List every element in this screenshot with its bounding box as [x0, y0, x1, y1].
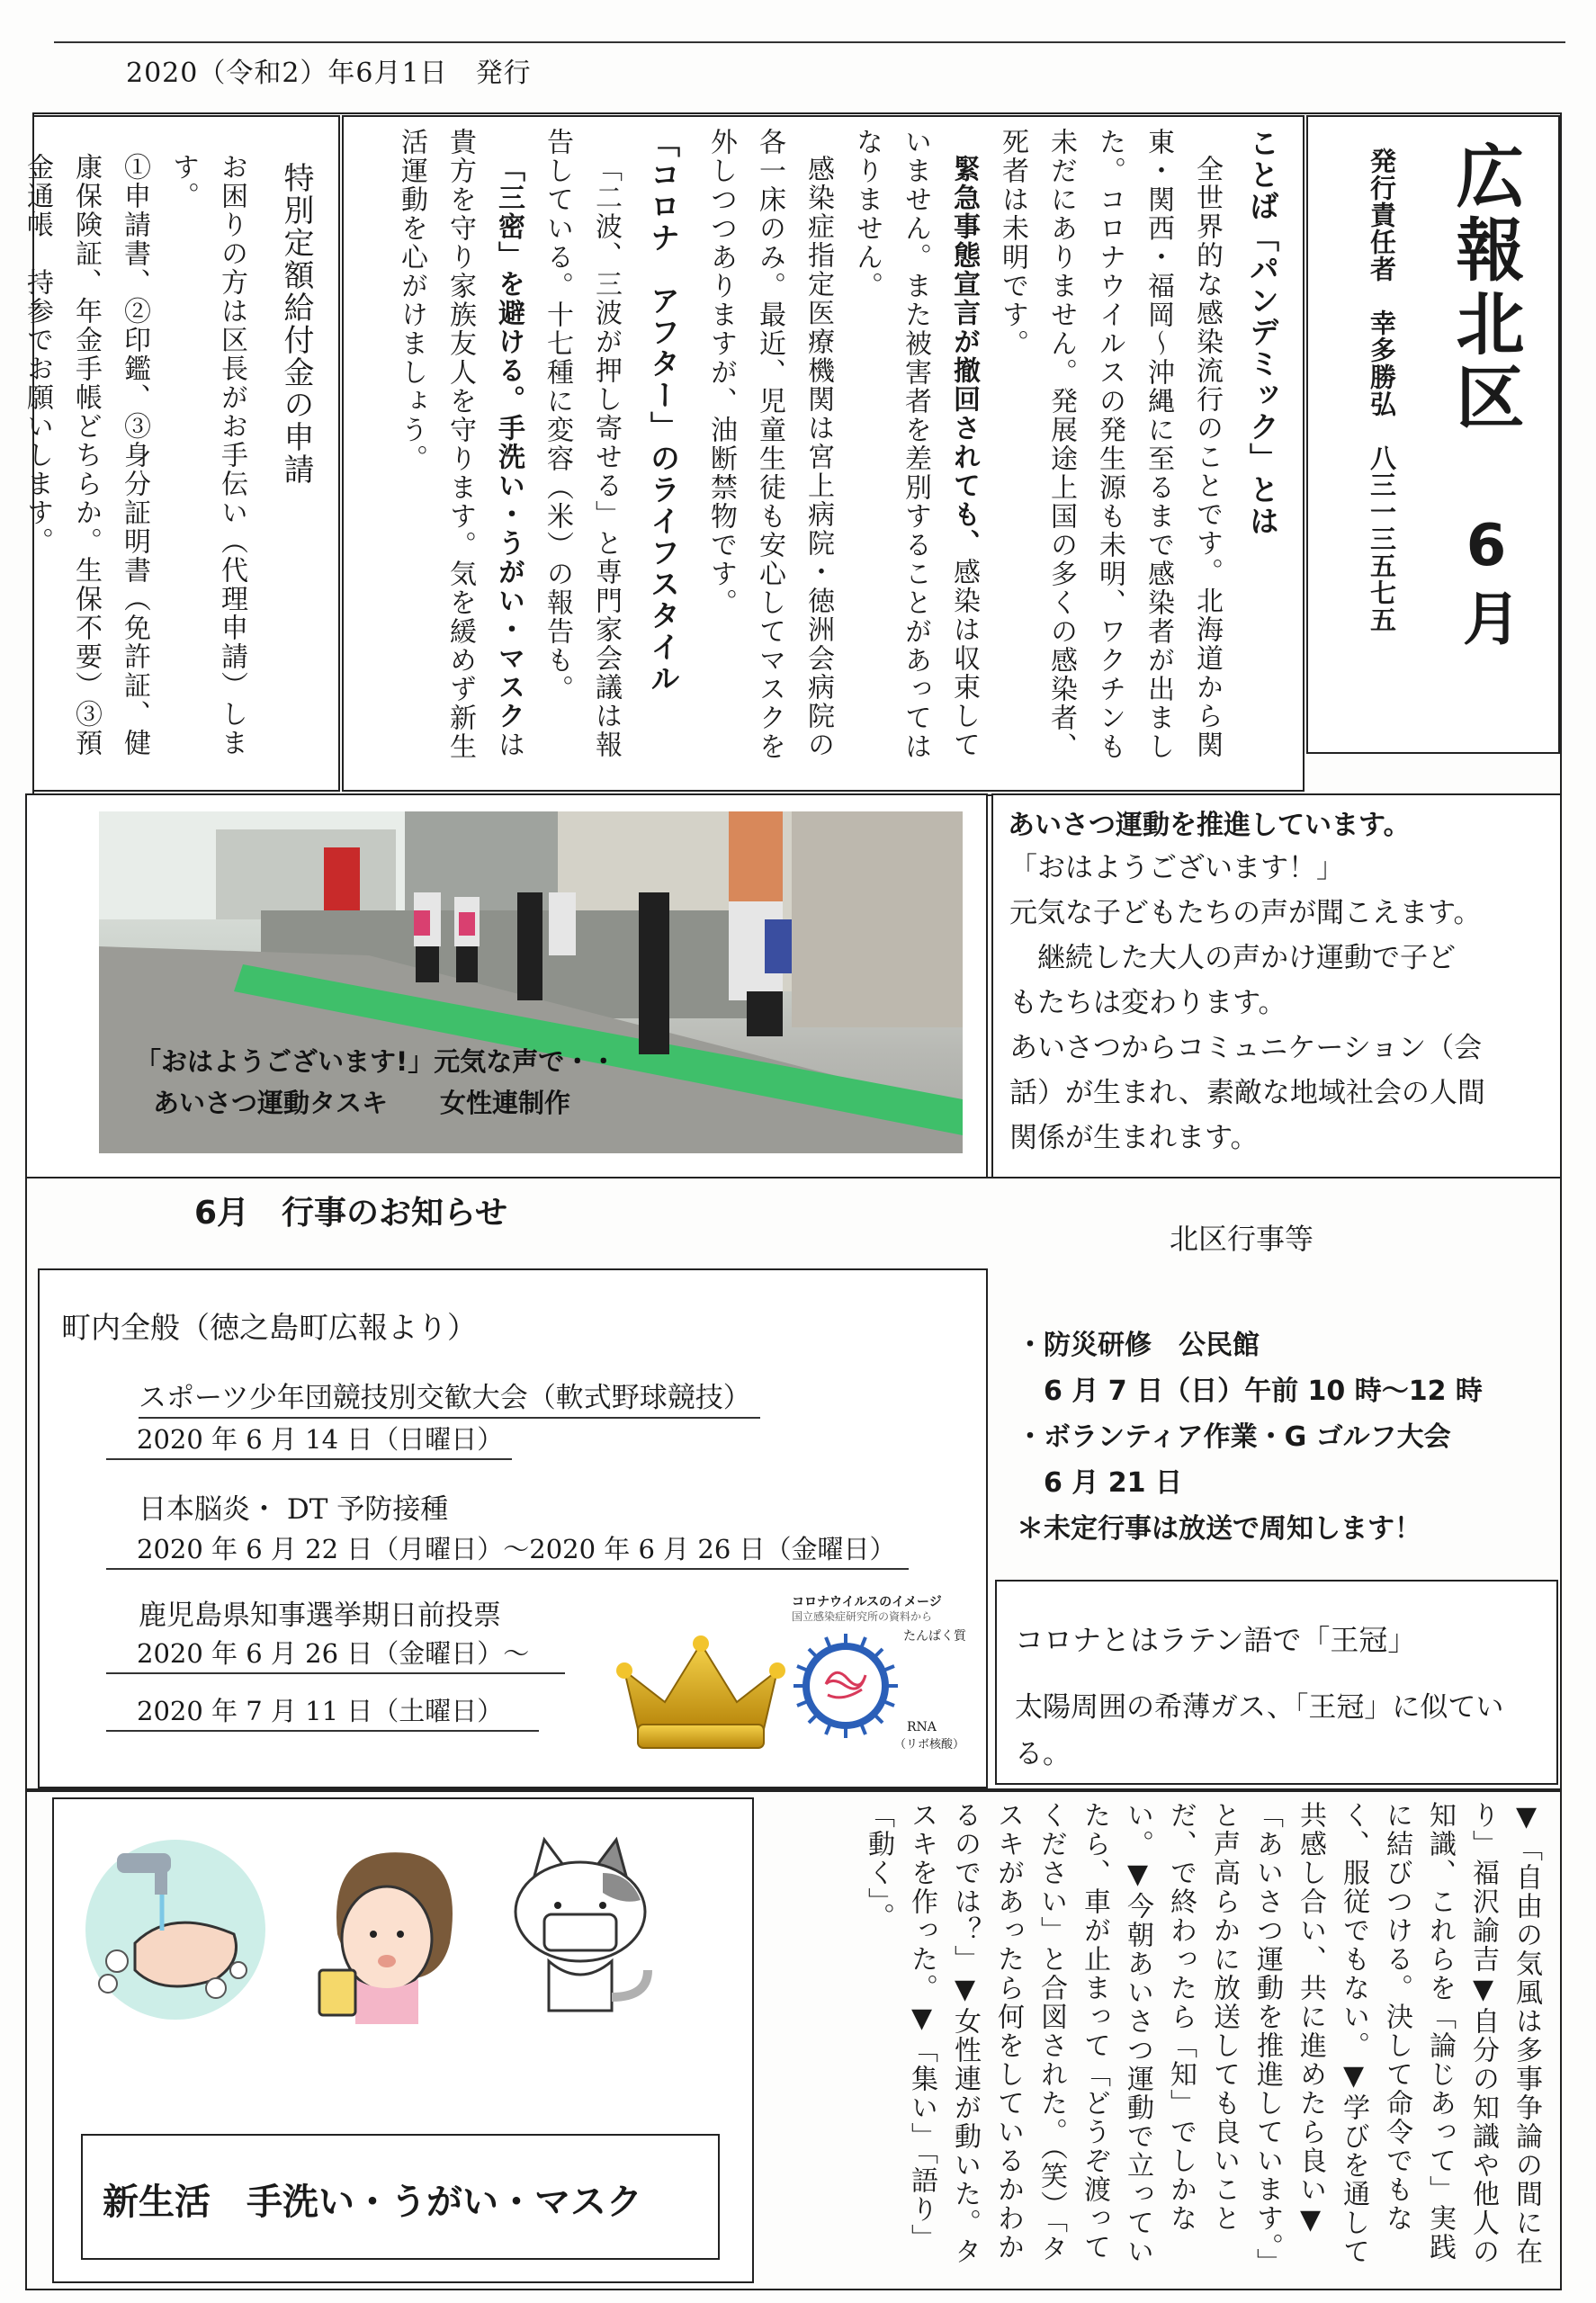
masthead-title: 広報北区 [1445, 140, 1525, 435]
corona-word-text: 太陽周囲の希薄ガス、「王冠」に似ている。 [1015, 1691, 1504, 1770]
kotoba-para-4: 「二波、三波が押し寄せる」と専門家会議は報告している。十七種に変容（米）の報告も。 [542, 128, 622, 759]
kita-events [993, 1196, 1560, 1574]
photo-caption-2: あいさつ運動タスキ 女性連制作 [153, 1088, 571, 1118]
kotoba-heading: ことば「パンデミック」とは [1245, 128, 1280, 537]
handwashing-icon [81, 1835, 270, 2024]
kita-events-line: 6 月 7 日（日）午前 10 時～12 時 [1017, 1376, 1483, 1407]
virus-protein-label: たんぱく質 [903, 1629, 966, 1644]
greeting-photo-frame [25, 793, 988, 1178]
kita-events-line: ・防災研修 公民館 [1017, 1330, 1260, 1361]
event-date: 2020 年 6 月 14 日（日曜日） [106, 1420, 512, 1460]
virus-rna-label: RNA [907, 1720, 937, 1734]
town-events-box [38, 1268, 988, 1788]
masked-cat-icon [495, 1826, 666, 2024]
crown-icon [615, 1630, 786, 1756]
kyufu-para-2: ①申請書、②印鑑、③身分証明書（免許証、健康保険証、年金手帳どちらか。生保不要）③預金通帳 持参でお願いします。 [22, 153, 150, 757]
virus-rna-sub-label: （リボ核酸） [894, 1738, 965, 1752]
aisatsu-line: もたちは変わります。 [1009, 987, 1287, 1019]
aisatsu-line: あいさつからコミュニケーション（会 [1009, 1032, 1483, 1064]
masthead-publisher: 発行責任者 幸多勝弘 八三一三五七五 [1367, 148, 1397, 633]
top-rule [54, 41, 1565, 43]
events-heading: 6月 行事のお知らせ [194, 1195, 507, 1232]
aisatsu-body [1009, 846, 1558, 1160]
emergency-lift-text: 緊急事態宣言が撤回されても、 [948, 155, 980, 558]
kita-events-line: ・ボランティア作業・G ゴルフ大会 [1017, 1421, 1451, 1453]
aisatsu-line: 元気な子どもたちの声が聞こえます。 [1009, 897, 1482, 929]
event-date: 2020 年 6 月 22 日（月曜日）～2020 年 6 月 26 日（金曜日） [106, 1529, 909, 1570]
virus-image-title: コロナウイルスのイメージ [792, 1595, 942, 1609]
column-text: ▼「自由の気風は多事争論の間に在り」福沢諭吉▼自分の知識や他人の知識、これらを「論じあって」実践に結びつける。決して命令でもなく、服従でもない。▼学びを通して共感し合い、共に進めたら良い▼「あいさつ運動を推進しています。」と声高らかに放送しても良いことだ、で終わったら「知」でしかない。▼今朝あいさつ運動で立っていたら、車が止まって「どうぞ渡ってください」と合図された。（笑）「タスキがあったら何をしているかわかるのでは？」▼女性連が動いた。タスキを作った。▼「集い」「語り」「動く」。 [863, 1801, 1542, 2277]
gargle-icon [310, 1835, 463, 2033]
kyufu-article [22, 115, 340, 792]
kotoba-para-2-rest: 感染は収束していません。また被害者を差別することがあってはなりません。 [851, 128, 980, 761]
issue-date: 2020（令和2）年6月1日 発行 [126, 58, 532, 89]
kita-events-line: 6 月 21 日 [1017, 1467, 1182, 1499]
aisatsu-line: 関係が生まれます。 [1009, 1122, 1259, 1154]
lifestyle-banner-text: 新生活 手洗い・うがい・マスク [103, 2182, 642, 2223]
aisatsu-line: 継続した大人の声かけ運動で子ど [1009, 942, 1456, 974]
kita-events-line: ＊未定行事は放送で周知します！ [1017, 1513, 1421, 1545]
kotoba-para-1: 全世界的な感染流行のことです。北海道から関東・関西・福岡～沖縄に至るまで感染者が出ました。コロナウイルスの発生源も未明、ワクチンも未だにありません。発展途上国の多くの感染者、死者は未明です。 [997, 128, 1223, 761]
kotoba-para-5-rest: は貴方を守り家族友人を守ります。気を緩めず新生活運動を心がけましょう。 [396, 128, 525, 761]
town-events-heading: 町内全般（徳之島町広報より） [61, 1310, 477, 1345]
after-corona-heading: 「コロナ アフター」のライフスタイル [646, 128, 681, 694]
kyufu-heading: 特別定額給付金の申請 [278, 162, 314, 486]
kyufu-body [13, 153, 324, 783]
lifestyle-banner [81, 2134, 720, 2260]
kyufu-para-1: お困りの方は区長がお手伝い（代理申請）します。 [167, 153, 247, 757]
greeting-photo [99, 811, 963, 1153]
kita-events-heading: 北区行事等 [1170, 1222, 1314, 1256]
virus-image-source: 国立感染症研究所の資料から [792, 1610, 933, 1623]
photo-caption-1: 「おはようございます!」元気な声で・・ [135, 1046, 617, 1077]
event-name: 日本脳炎・ DT 予防接種 [139, 1493, 449, 1526]
masthead [1306, 115, 1560, 754]
aisatsu-article [991, 793, 1562, 1178]
virus-icon [792, 1632, 900, 1740]
event-name: 鹿児島県知事選挙期日前投票 [139, 1600, 501, 1632]
event-date-end: 2020 年 7 月 11 日（土曜日） [106, 1691, 539, 1732]
kotoba-para-3: 感染症指定医療機関は宮上病院・徳洲会病院の各一床のみ。最近、児童生徒も安心してマスクを外しつつありますが、油断禁物です。 [705, 128, 834, 761]
lifestyle-box [52, 1797, 754, 2283]
event-name: スポーツ少年団競技別交歓大会（軟式野球競技） [139, 1375, 760, 1419]
aisatsu-heading: あいさつ運動を推進しています。 [1008, 810, 1411, 841]
kotoba-article [342, 115, 1305, 792]
kotoba-para-5 [387, 128, 533, 781]
corona-word-heading: コロナとはラテン語で「王冠」 [1015, 1623, 1417, 1657]
column-article [792, 1801, 1547, 2280]
aisatsu-line: 話）が生まれ、素敵な地域社会の人間 [1009, 1077, 1485, 1109]
three-c-text: 「三密」を避ける。手洗い・うがい・マスク [493, 155, 525, 730]
corona-word-box [995, 1580, 1558, 1785]
kita-events-list [1017, 1322, 1483, 1552]
aisatsu-line: 「おはようございます！」 [1009, 852, 1344, 884]
masthead-month: 6月 [1453, 513, 1520, 655]
kotoba-para-2 [842, 128, 988, 781]
event-date: 2020 年 6 月 26 日（金曜日）～ [106, 1634, 565, 1674]
kotoba-body [387, 128, 1287, 781]
